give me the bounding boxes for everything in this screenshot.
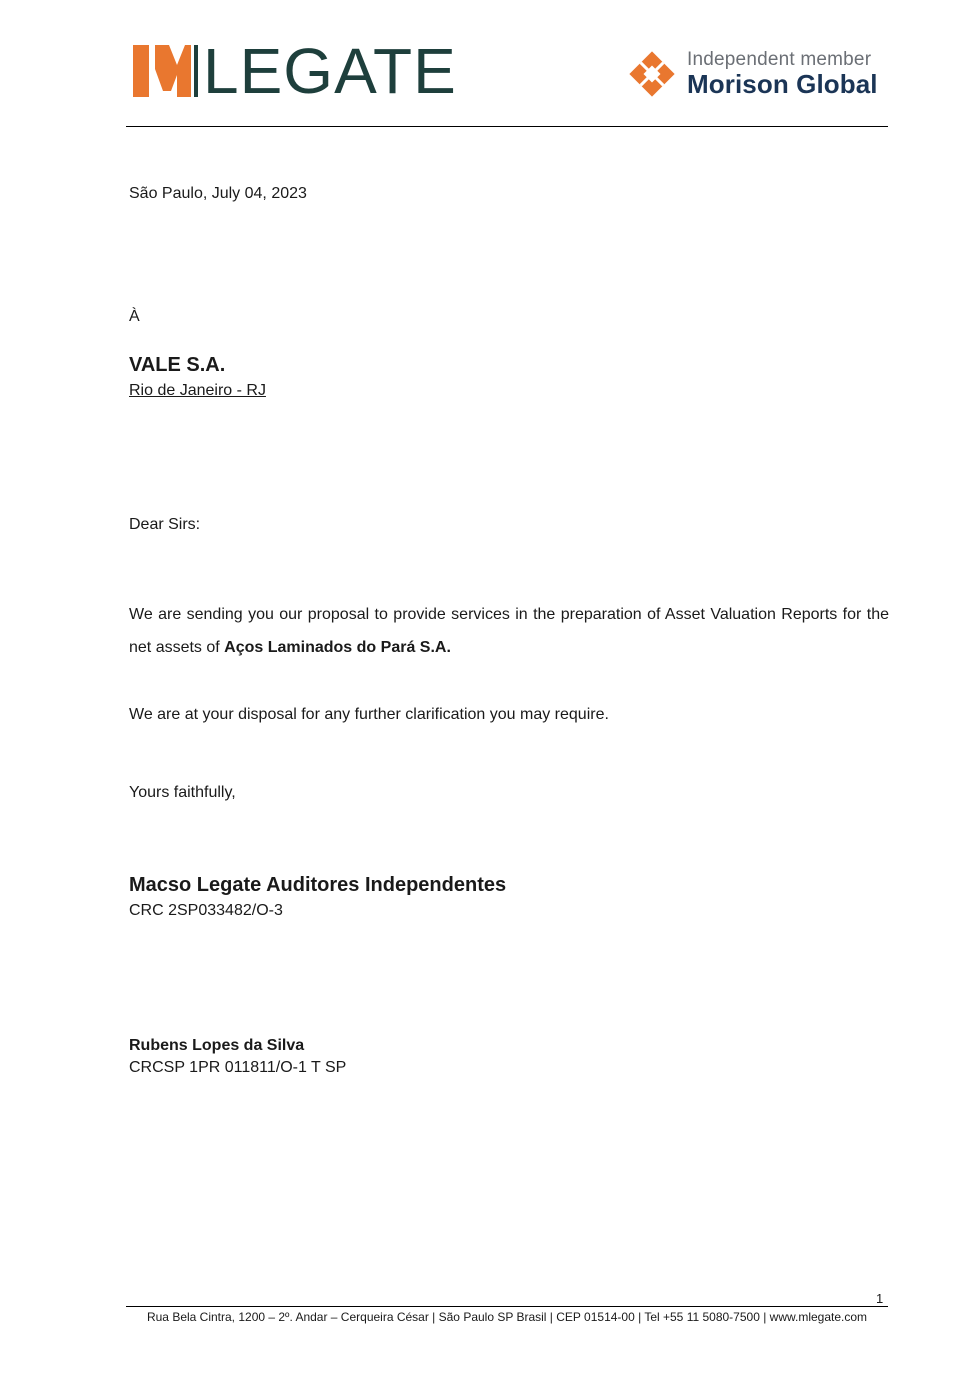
morison-global-logo xyxy=(629,50,878,97)
mlegate-logo-text: LEGATE xyxy=(203,35,457,107)
paragraph-1-company: Aços Laminados do Pará S.A. xyxy=(224,639,451,656)
to-prefix: À xyxy=(129,308,140,325)
paragraph-2: We are at your disposal for any further clarification you may require. xyxy=(129,706,609,723)
salutation: Dear Sirs: xyxy=(129,516,201,533)
mlegate-logo xyxy=(133,35,457,107)
recipient-name: VALE S.A. xyxy=(129,354,226,376)
footer-rule xyxy=(126,1306,888,1307)
signer-name: Rubens Lopes da Silva xyxy=(129,1037,305,1054)
firm-name: Macso Legate Auditores Independentes xyxy=(129,874,507,896)
morison-name: Morison Global xyxy=(687,69,878,99)
recipient-location: Rio de Janeiro - RJ xyxy=(129,382,266,399)
morison-global-emblem-icon xyxy=(629,51,675,97)
firm-crc: CRC 2SP033482/O-3 xyxy=(129,902,283,919)
closing: Yours faithfully, xyxy=(129,784,236,801)
paragraph-1-text: We are sending you our proposal to provide services in the preparation of Asset Valuation Reports for the net assets of xyxy=(129,606,889,656)
paragraph-1 xyxy=(129,598,889,664)
mlegate-m-mark-icon xyxy=(133,45,199,97)
morison-tagline: Independent member xyxy=(687,49,872,70)
footer-address: Rua Bela Cintra, 1200 – 2º. Andar – Cerqueira César | São Paulo SP Brasil | CEP 01514-00 | Tel +55 11 5080-7500 | www.mlegate.com xyxy=(146,1310,868,1324)
header-rule xyxy=(126,126,888,127)
page-number: 1 xyxy=(876,1291,884,1306)
place-date: São Paulo, July 04, 2023 xyxy=(129,185,307,202)
signer-crc: CRCSP 1PR 011811/O-1 T SP xyxy=(129,1059,347,1076)
